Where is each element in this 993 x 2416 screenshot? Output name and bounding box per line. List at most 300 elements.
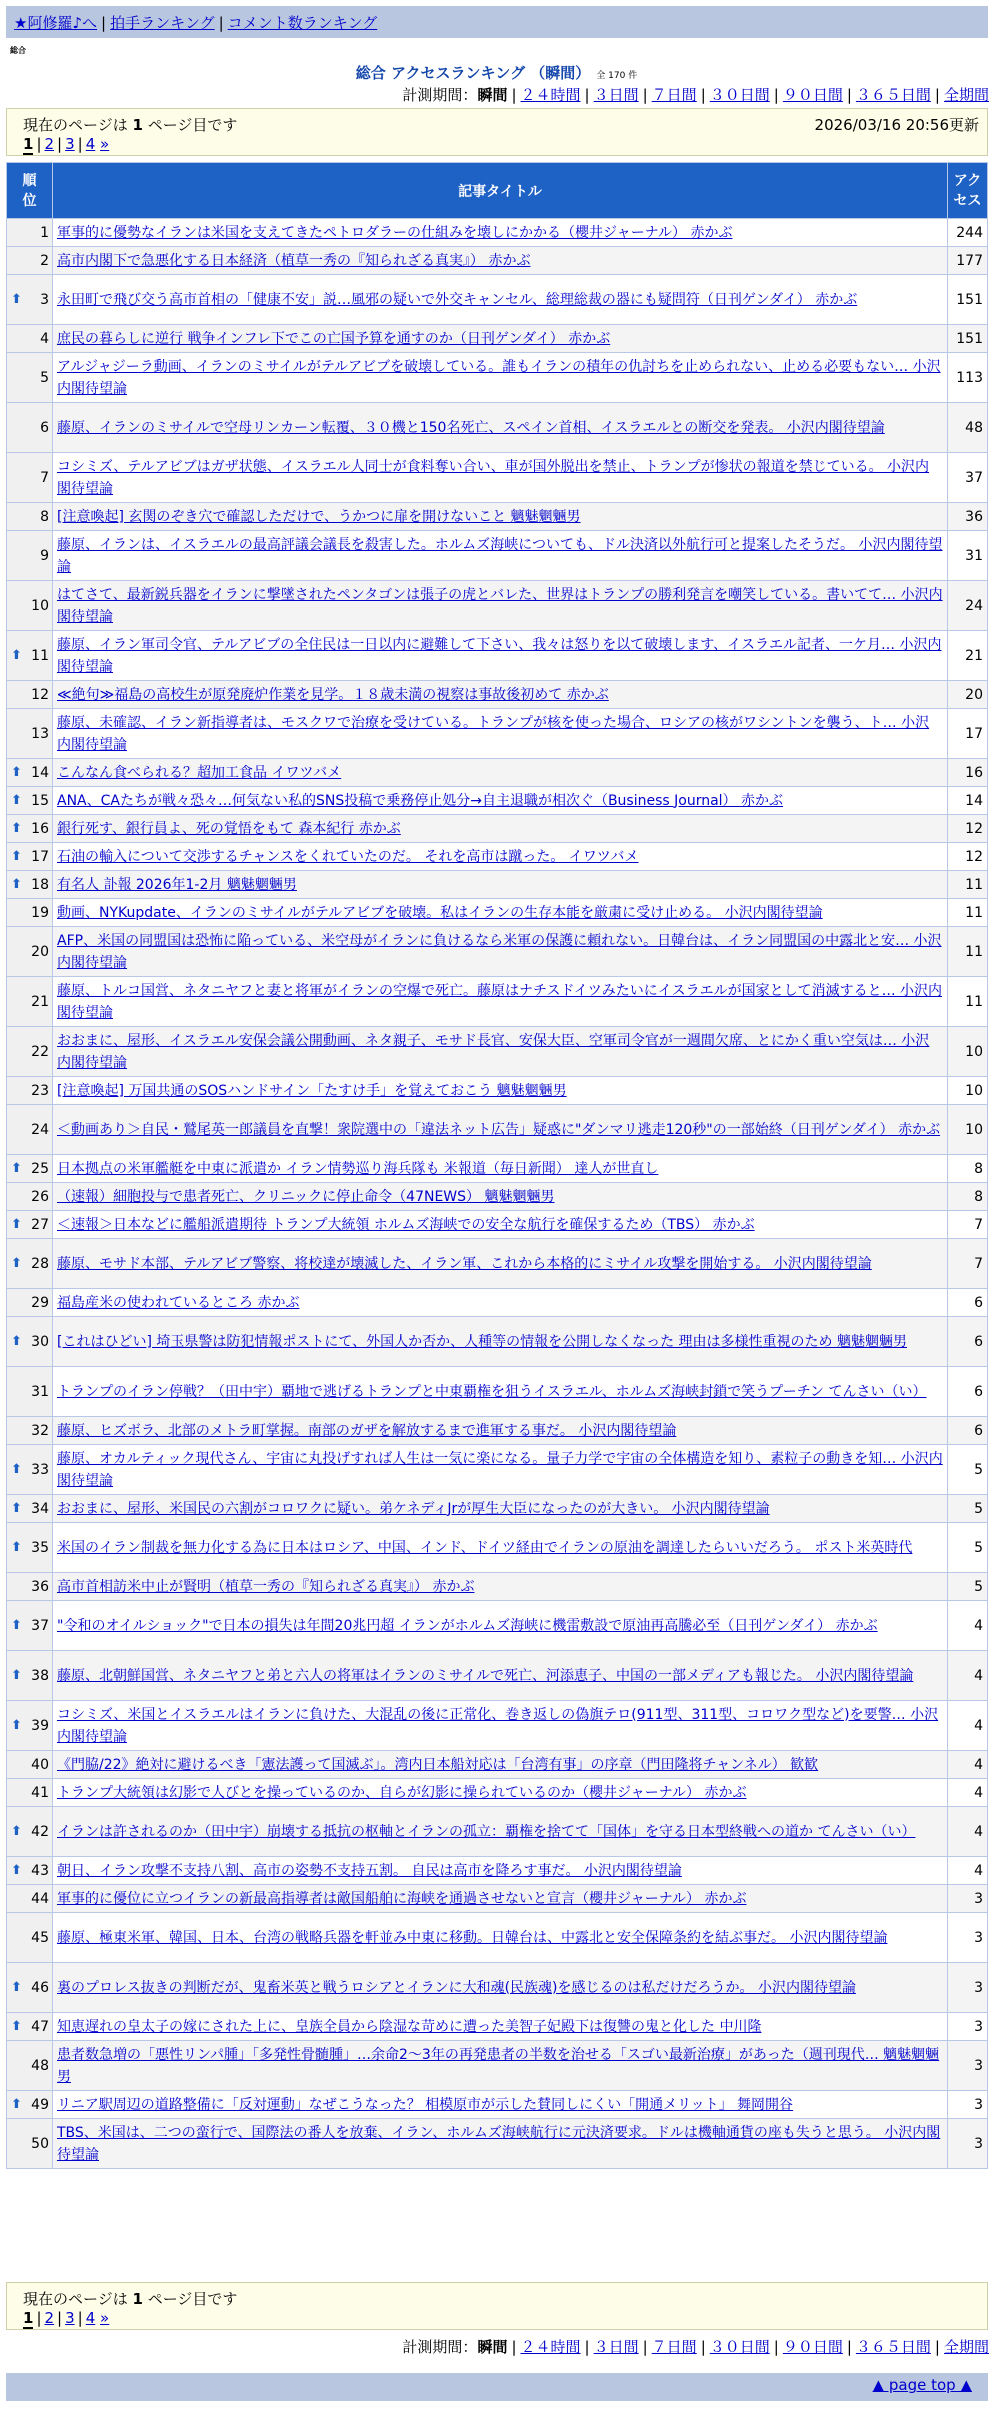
- rank-number: 11: [31, 647, 49, 664]
- period-link[interactable]: ３日間: [593, 2338, 639, 2356]
- table-row: [7, 2013, 988, 2041]
- rank-up-arrow-icon: ⬆: [11, 1617, 22, 1633]
- rank-up-arrow-icon: ⬆: [11, 820, 22, 836]
- rank-up-arrow-icon: ⬆: [11, 1461, 22, 1477]
- rank-number: 15: [31, 792, 49, 809]
- access-count: 10: [948, 1027, 988, 1077]
- article-link[interactable]: 知恵遅れの皇太子の嫁にされた上に、皇族全員から陰湿な苛めに遭った美智子妃殿下は復讐の鬼と化した 中川隆: [57, 2018, 762, 2035]
- rank-cell: [7, 1211, 53, 1239]
- current-page-number: 1: [132, 116, 143, 134]
- title-cell: [53, 353, 948, 403]
- article-link[interactable]: 米国のイラン制裁を無力化する為に日本はロシア、中国、インド、ドイツ経由でイランの原油を調達したらいいだろう。 ポスト米英時代: [57, 1539, 913, 1556]
- rank-number: 27: [31, 1216, 49, 1233]
- table-row: [7, 815, 988, 843]
- period-separator: |: [934, 2338, 940, 2356]
- title-cell: [53, 325, 948, 353]
- rank-cell: [7, 2119, 53, 2169]
- rank-number: 23: [31, 1082, 49, 1099]
- table-row: [7, 1211, 988, 1239]
- rank-cell: [7, 815, 53, 843]
- article-link[interactable]: ＜速報＞日本などに艦船派遣期待 トランプ大統領 ホルムズ海峡での安全な航行を確保するため（TBS） 赤かぶ: [57, 1216, 755, 1233]
- access-count: 31: [948, 531, 988, 581]
- rank-cell: [7, 2013, 53, 2041]
- rank-number: 50: [31, 2135, 49, 2152]
- rank-up-arrow-icon: ⬆: [11, 2018, 22, 2034]
- rank-number: 6: [40, 419, 49, 436]
- article-link[interactable]: コシミズ、米国とイスラエルはイランに負けた、大混乱の後に正常化、巻き返しの偽旗テロ(911型、311型、コロワク型など)を要警… 小沢内閣待望論: [57, 1706, 939, 1745]
- access-count: 7: [948, 1239, 988, 1289]
- table-row: [7, 681, 988, 709]
- access-column-header: アクセス: [948, 163, 988, 219]
- article-link[interactable]: 藤原、未確認、イラン新指導者は、モスクワで治療を受けている。トランプが核を使った場合、ロシアの核がワシントンを襲う、ト… 小沢内閣待望論: [57, 714, 930, 753]
- rank-number: 28: [31, 1255, 49, 1272]
- current-page-text: [23, 114, 237, 135]
- article-link[interactable]: 永田町で飛び交う高市首相の「健康不安」説…風邪の疑いで外交キャンセル、総理総裁の器にも疑問符（日刊ゲンダイ） 赤かぶ: [57, 291, 858, 308]
- title-cell: [53, 843, 948, 871]
- access-count: 48: [948, 403, 988, 453]
- access-count: 3: [948, 2013, 988, 2041]
- page-top-link[interactable]: ▲ page top ▲: [872, 2376, 972, 2394]
- rank-cell: [7, 503, 53, 531]
- access-count: 12: [948, 843, 988, 871]
- table-row: [7, 1367, 988, 1417]
- period-separator: |: [773, 86, 779, 104]
- rank-number: 46: [31, 1979, 49, 1996]
- table-row: [7, 1963, 988, 2013]
- access-count: 11: [948, 927, 988, 977]
- table-row: [7, 219, 988, 247]
- access-count: 11: [948, 977, 988, 1027]
- rank-number: 8: [40, 508, 49, 525]
- rank-number: 30: [31, 1333, 49, 1350]
- title-cell: [53, 2041, 948, 2091]
- rank-cell: [7, 581, 53, 631]
- article-link[interactable]: AFP、米国の同盟国は恐怖に陥っている、米空母がイランに負けるなら米軍の保護に頼れない。日韓台は、イラン同盟国の中露北と安… 小沢内閣待望論: [57, 932, 942, 971]
- pager-link[interactable]: 4: [85, 135, 96, 153]
- rank-cell: [7, 219, 53, 247]
- access-count: 3: [948, 1885, 988, 1913]
- title-cell: [53, 1077, 948, 1105]
- rank-cell: [7, 1417, 53, 1445]
- clap-ranking-link[interactable]: 拍手ランキング: [110, 14, 215, 32]
- period-link[interactable]: ３日間: [593, 86, 639, 104]
- period-link[interactable]: 全期間: [943, 86, 989, 104]
- rank-cell: [7, 871, 53, 899]
- rank-number: 14: [31, 764, 49, 781]
- article-link[interactable]: 裏のプロレス抜きの判断だが、鬼畜米英と戦うロシアとイランに大和魂(民族魂)を感じるのは私だけだろうか。 小沢内閣待望論: [57, 1979, 856, 1996]
- title-cell: [53, 1495, 948, 1523]
- access-count: 4: [948, 1601, 988, 1651]
- table-row: [7, 631, 988, 681]
- rank-number: 36: [31, 1578, 49, 1595]
- ranking-table: [6, 162, 988, 2169]
- rank-up-arrow-icon: ⬆: [11, 848, 22, 864]
- article-link[interactable]: イランは許されるのか（田中宇）崩壊する抵抗の枢軸とイランの孤立：覇権を捨てて「国体」を守る日本型終戦への道か てんさい（い）: [57, 1823, 916, 1840]
- title-cell: [53, 2091, 948, 2119]
- rank-cell: [7, 1573, 53, 1601]
- article-link[interactable]: [これはひどい] 埼玉県警は防犯情報ポストにて、外国人か否か、人種等の情報を公開しなくなった 理由は多様性重視のため 魑魅魍魎男: [57, 1333, 907, 1350]
- rank-number: 26: [31, 1188, 49, 1205]
- period-separator: |: [846, 86, 852, 104]
- rank-number: 19: [31, 904, 49, 921]
- access-count: 14: [948, 787, 988, 815]
- period-link[interactable]: ７日間: [651, 2338, 697, 2356]
- table-row: [7, 1913, 988, 1963]
- access-count: 21: [948, 631, 988, 681]
- table-row: [7, 1885, 988, 1913]
- article-link[interactable]: [注意喚起] 万国共通のSOSハンドサイン「たすけ手」を覚えておこう 魑魅魍魎男: [57, 1082, 567, 1099]
- rank-cell: [7, 247, 53, 275]
- title-cell: [53, 1155, 948, 1183]
- article-link[interactable]: TBS、米国は、二つの蛮行で、国際法の番人を放棄、イラン、ホルムズ海峡航行に元決済要求。ドルは機軸通貨の座も失うと思う。 小沢内閣待望論: [57, 2124, 941, 2163]
- rank-cell: [7, 1601, 53, 1651]
- title-cell: [53, 1573, 948, 1601]
- rank-cell: [7, 1077, 53, 1105]
- title-cell: [53, 1317, 948, 1367]
- table-row: [7, 927, 988, 977]
- rank-cell: [7, 787, 53, 815]
- pager-separator: |: [36, 2309, 42, 2327]
- title-cell: [53, 581, 948, 631]
- pager-link[interactable]: 3: [65, 2309, 75, 2327]
- article-link[interactable]: 動画、NYKupdate、イランのミサイルがテルアビブを破壊。私はイランの生存本能を厳粛に受け止める。 小沢内閣待望論: [57, 904, 823, 921]
- title-cell: [53, 1701, 948, 1751]
- rank-number: 40: [31, 1756, 49, 1773]
- access-count: 5: [948, 1445, 988, 1495]
- table-row: [7, 977, 988, 1027]
- pager-link[interactable]: 2: [44, 135, 55, 153]
- period-link[interactable]: ７日間: [651, 86, 697, 104]
- access-count: 8: [948, 1155, 988, 1183]
- table-row: [7, 353, 988, 403]
- title-cell: [53, 1105, 948, 1155]
- title-cell: [53, 977, 948, 1027]
- period-link[interactable]: ３６５日間: [855, 86, 931, 104]
- article-link[interactable]: コシミズ、テルアビブはガザ状態、イスラエル人同士が食料奪い合い、車が国外脱出を禁止、トランプが惨状の報道を禁じている。 小沢内閣待望論: [57, 458, 930, 497]
- table-row: [7, 759, 988, 787]
- comment-ranking-link[interactable]: コメント数ランキング: [227, 14, 378, 32]
- period-separator: |: [700, 86, 706, 104]
- access-count: 151: [948, 275, 988, 325]
- rank-number: 17: [31, 848, 49, 865]
- rank-number: 21: [31, 993, 49, 1010]
- rank-cell: [7, 2091, 53, 2119]
- rank-number: 49: [31, 2096, 49, 2113]
- article-link[interactable]: 藤原、イラン軍司令官、テルアビブの全住民は一日以内に避難して下さい、我々は怒りを以て破壊します、イスラエル記者、一ケ月… 小沢内閣待望論: [57, 636, 942, 675]
- ranking-title: 総合 アクセスランキング （瞬間）: [355, 64, 591, 82]
- table-row: [7, 1573, 988, 1601]
- period-label: 計測期間：: [402, 86, 478, 104]
- rank-up-arrow-icon: ⬆: [11, 1539, 22, 1555]
- period-separator: |: [642, 2338, 648, 2356]
- title-cell: [53, 219, 948, 247]
- access-count: 20: [948, 681, 988, 709]
- rank-cell: [7, 275, 53, 325]
- period-link[interactable]: ２４時間: [520, 2338, 581, 2356]
- rank-number: 44: [31, 1890, 49, 1907]
- access-count: 6: [948, 1289, 988, 1317]
- table-row: [7, 1239, 988, 1289]
- access-count: 5: [948, 1495, 988, 1523]
- access-count: 4: [948, 1651, 988, 1701]
- rank-cell: [7, 403, 53, 453]
- article-link[interactable]: 藤原、北朝鮮国営、ネタニヤフと弟と六人の将軍はイランのミサイルで死亡、河添恵子、中国の一部メディアも報じた。 小沢内閣待望論: [57, 1667, 914, 1684]
- table-row: [7, 1601, 988, 1651]
- article-link[interactable]: 藤原、イランは、イスラエルの最高評議会議長を殺害した。ホルムズ海峡についても、ドル決済以外航行可と提案したそうだ。 小沢内閣待望論: [57, 536, 943, 575]
- article-link[interactable]: こんなん食べられる？超加工食品 イワツバメ: [57, 764, 342, 781]
- title-cell: [53, 759, 948, 787]
- article-link[interactable]: 石油の輸入について交渉するチャンスをくれていたのだ。 それを高市は蹴った。 イワツバメ: [57, 848, 639, 865]
- article-link[interactable]: 藤原、極東米軍、韓国、日本、台湾の戦略兵器を軒並み中東に移動。日韓台は、中露北と安全保障条約を結ぶ事だ。 小沢内閣待望論: [57, 1929, 888, 1946]
- access-count: 5: [948, 1523, 988, 1573]
- table-row: [7, 503, 988, 531]
- period-link[interactable]: ３０日間: [709, 86, 770, 104]
- rank-number: 4: [40, 330, 49, 347]
- table-row: [7, 899, 988, 927]
- access-count: 6: [948, 1317, 988, 1367]
- rank-up-arrow-icon: ⬆: [11, 1160, 22, 1176]
- article-link[interactable]: アルジャジーラ動画、イランのミサイルがテルアビブを破壊している。誰もイランの積年の仇討ちを止められない、止める必要もない… 小沢内閣待望論: [57, 358, 941, 397]
- period-separator: |: [700, 2338, 706, 2356]
- article-link[interactable]: おおまに、屋形、米国民の六割がコロワクに疑い。弟ケネディJrが厚生大臣になったのが大きい。 小沢内閣待望論: [57, 1500, 770, 1517]
- access-count: 8: [948, 1183, 988, 1211]
- rank-number: 33: [31, 1461, 49, 1478]
- table-row: [7, 1857, 988, 1885]
- article-link[interactable]: リニア駅周辺の道路整備に「反対運動」なぜこうなった？ 相模原市が示した賛同しにくい「開通メリット」 舞岡開谷: [57, 2096, 794, 2113]
- rank-up-arrow-icon: ⬆: [11, 876, 22, 892]
- rank-up-arrow-icon: ⬆: [11, 764, 22, 780]
- table-row: [7, 787, 988, 815]
- article-link[interactable]: 軍事的に優勢なイランは米国を支えてきたペトロダラーの仕組みを壊しにかかる（櫻井ジャーナル） 赤かぶ: [57, 224, 733, 241]
- ranking-table-body: [7, 219, 988, 2169]
- table-row: [7, 1523, 988, 1573]
- title-cell: [53, 1651, 948, 1701]
- pager-link[interactable]: 2: [44, 2309, 55, 2327]
- access-count: 12: [948, 815, 988, 843]
- article-link[interactable]: 高市首相訪米中止が賢明（植草一秀の『知られざる真実』） 赤かぶ: [57, 1578, 475, 1595]
- title-cell: [53, 2119, 948, 2169]
- article-link[interactable]: [注意喚起] 玄関のぞき穴で確認しただけで、うかつに扉を開けないこと 魑魅魍魎男: [57, 508, 581, 525]
- article-link[interactable]: 藤原、オカルティック現代さん、宇宙に丸投げすれば人生は一気に楽になる。量子力学で宇宙の全体構造を知り、素粒子の動きを知… 小沢内閣待望論: [57, 1450, 943, 1489]
- pager-next-link[interactable]: »: [100, 135, 110, 153]
- rank-number: 34: [31, 1500, 49, 1517]
- period-link[interactable]: 全期間: [943, 2338, 989, 2356]
- period-selector-bottom: [402, 2336, 989, 2357]
- rank-number: 3: [40, 291, 49, 308]
- period-separator: |: [773, 2338, 779, 2356]
- rank-number: 10: [31, 597, 49, 614]
- title-cell: [53, 1027, 948, 1077]
- rank-cell: [7, 1857, 53, 1885]
- title-cell: [53, 403, 948, 453]
- rank-up-arrow-icon: ⬆: [11, 792, 22, 808]
- updated-timestamp: 2026/03/16 20:56更新: [814, 116, 979, 134]
- title-cell: [53, 1885, 948, 1913]
- rank-cell: [7, 1239, 53, 1289]
- period-current: 瞬間: [477, 86, 508, 104]
- period-selector: [402, 84, 989, 105]
- rank-number: 18: [31, 876, 49, 893]
- table-row: [7, 1779, 988, 1807]
- access-count: 4: [948, 1779, 988, 1807]
- table-row: [7, 247, 988, 275]
- rank-number: 42: [31, 1823, 49, 1840]
- access-count: 36: [948, 503, 988, 531]
- article-link[interactable]: 朝日、イラン攻撃不支持八割、高市の姿勢不支持五割。 自民は高市を降ろす事だ。 小沢内閣待望論: [57, 1862, 682, 1879]
- pager-link[interactable]: 3: [65, 135, 75, 153]
- rank-cell: [7, 2041, 53, 2091]
- table-row: [7, 1807, 988, 1857]
- access-count: 37: [948, 453, 988, 503]
- access-count: 113: [948, 353, 988, 403]
- pager-link[interactable]: 4: [85, 2309, 96, 2327]
- total-count: 全 170 件: [596, 71, 638, 81]
- article-link[interactable]: ≪絶句≫福島の高校生が原発廃炉作業を見学。１８歳未満の視察は事故後初めて 赤かぶ: [57, 686, 609, 703]
- article-link[interactable]: 《門脇/22》絶対に避けるべき「憲法護って国滅ぶ」。湾内日本船対応は「台湾有事」の序章（門田隆将チャンネル） 歓歓: [57, 1756, 819, 1773]
- rank-number: 7: [40, 469, 49, 486]
- access-count: 4: [948, 1701, 988, 1751]
- rank-up-arrow-icon: ⬆: [11, 291, 22, 307]
- rank-cell: [7, 531, 53, 581]
- rank-cell: [7, 759, 53, 787]
- article-link[interactable]: 福島産米の使われているところ 赤かぶ: [57, 1294, 300, 1311]
- table-row: [7, 709, 988, 759]
- rank-cell: [7, 1701, 53, 1751]
- table-row: [7, 1289, 988, 1317]
- rank-up-arrow-icon: ⬆: [11, 1500, 22, 1516]
- access-count: 3: [948, 1913, 988, 1963]
- rank-number: 32: [31, 1422, 49, 1439]
- access-count: 16: [948, 759, 988, 787]
- article-link[interactable]: ANA、CAたちが戦々恐々…何気ない私的SNS投稿で乗務停止処分→自主退職が相次ぐ（Business Journal） 赤かぶ: [57, 792, 784, 809]
- article-link[interactable]: 日本拠点の米軍艦艇を中東に派遣か イラン情勢巡り海兵隊も 米報道（毎日新聞） 達人が世直し: [57, 1160, 659, 1177]
- article-link[interactable]: おおまに、屋形、イスラエル安保会議公開動画、ネタ親子、モサド長官、安保大臣、空軍司令官が一週間欠席、とにかく重い空気は… 小沢内閣待望論: [57, 1032, 930, 1071]
- article-link[interactable]: トランプのイラン停戦？（田中宇）覇地で逃げるトランプと中東覇権を狙うイスラエル、ホルムズ海峡封鎖で笑うプーチン てんさい（い）: [57, 1383, 927, 1400]
- rank-up-arrow-icon: ⬆: [11, 1862, 22, 1878]
- access-count: 10: [948, 1105, 988, 1155]
- pager-next-link[interactable]: »: [100, 2309, 110, 2327]
- title-cell: [53, 815, 948, 843]
- title-cell: [53, 1183, 948, 1211]
- rank-up-arrow-icon: ⬆: [11, 1255, 22, 1271]
- title-cell: [53, 681, 948, 709]
- title-cell: [53, 503, 948, 531]
- pager-separator: |: [57, 2309, 63, 2327]
- rank-cell: [7, 927, 53, 977]
- rank-up-arrow-icon: ⬆: [11, 1216, 22, 1232]
- period-link[interactable]: ３６５日間: [855, 2338, 931, 2356]
- rank-number: 47: [31, 2018, 49, 2035]
- access-count: 4: [948, 1807, 988, 1857]
- article-link[interactable]: はてさて、最新鋭兵器をイランに撃墜されたペンタゴンは張子の虎とバレた、世界はトランプの勝利発言を嘲笑している。書いてて… 小沢内閣待望論: [57, 586, 943, 625]
- table-row: [7, 1751, 988, 1779]
- rank-number: 22: [31, 1043, 49, 1060]
- table-row: [7, 275, 988, 325]
- period-link[interactable]: ９０日間: [782, 2338, 843, 2356]
- article-link[interactable]: 藤原、イランのミサイルで空母リンカーン転覆、３０機と150名死亡、スペイン首相、イスラエルとの断交を発表。 小沢内閣待望論: [57, 419, 885, 436]
- rank-up-arrow-icon: ⬆: [11, 2096, 22, 2112]
- article-link[interactable]: 高市内閣下で急悪化する日本経済（植草一秀の『知られざる真実』） 赤かぶ: [57, 252, 531, 269]
- period-separator: |: [584, 2338, 590, 2356]
- article-link[interactable]: 藤原、モサド本部、テルアビブ警察、将校達が壊滅した、イラン軍、これから本格的にミサイル攻撃を開始する。 小沢内閣待望論: [57, 1255, 872, 1272]
- table-row: [7, 2119, 988, 2169]
- article-link[interactable]: 有名人 訃報 2026年1-2月 魑魅魍魎男: [57, 876, 297, 893]
- title-cell: [53, 1367, 948, 1417]
- title-cell: [53, 1417, 948, 1445]
- current-page-number: 1: [132, 2290, 143, 2308]
- title-cell: [53, 1751, 948, 1779]
- rank-cell: [7, 453, 53, 503]
- access-count: 244: [948, 219, 988, 247]
- table-row: [7, 1317, 988, 1367]
- rank-number: 12: [31, 686, 49, 703]
- access-count: 3: [948, 2041, 988, 2091]
- pager-separator: |: [77, 2309, 83, 2327]
- title-cell: [53, 1963, 948, 2013]
- rank-number: 25: [31, 1160, 49, 1177]
- period-link[interactable]: ２４時間: [520, 86, 581, 104]
- rank-cell: [7, 977, 53, 1027]
- article-link[interactable]: 藤原、ヒズボラ、北部のメトラ町掌握。南部のガザを解放するまで進軍する事だ。 小沢内閣待望論: [57, 1422, 677, 1439]
- rank-cell: [7, 1027, 53, 1077]
- rank-number: 38: [31, 1667, 49, 1684]
- article-link[interactable]: 軍事的に優位に立つイランの新最高指導者は敵国船舶に海峡を通過させないと宣言（櫻井ジャーナル） 赤かぶ: [57, 1890, 747, 1907]
- title-cell: [53, 1289, 948, 1317]
- article-link[interactable]: トランプ大統領は幻影で人びとを操っているのか、自らが幻影に操られているのか（櫻井ジャーナル） 赤かぶ: [57, 1784, 747, 1801]
- table-row: [7, 2091, 988, 2119]
- period-separator: |: [511, 2338, 517, 2356]
- access-count: 5: [948, 1573, 988, 1601]
- rank-up-arrow-icon: ⬆: [11, 647, 22, 663]
- article-link[interactable]: 藤原、トルコ国営、ネタニヤフと妻と将軍がイランの空爆で死亡。藤原はナチスドイツみたいにイスラエルが国家として消滅すると… 小沢内閣待望論: [57, 982, 943, 1021]
- rank-cell: [7, 353, 53, 403]
- rank-cell: [7, 1445, 53, 1495]
- current-page-suffix: ページ目です: [142, 2290, 238, 2308]
- period-link[interactable]: ９０日間: [782, 86, 843, 104]
- title-cell: [53, 531, 948, 581]
- table-row: [7, 1445, 988, 1495]
- table-row: [7, 581, 988, 631]
- ranking-heading: [0, 62, 993, 83]
- article-link[interactable]: "令和のオイルショック"で日本の損失は年間20兆円超 イランがホルムズ海峡に機雷敷設で原油再高騰必至（日刊ゲンダイ） 赤かぶ: [57, 1617, 878, 1634]
- home-link[interactable]: ★阿修羅♪へ: [14, 14, 98, 32]
- table-row: [7, 531, 988, 581]
- table-row: [7, 1105, 988, 1155]
- title-cell: [53, 927, 948, 977]
- article-link[interactable]: ＜動画あり＞自民・鷲尾英一郎議員を直撃！衆院選中の「違法ネット広告」疑惑に"ダンマリ逃走120秒"の一部始終（日刊ゲンダイ） 赤かぶ: [57, 1121, 941, 1138]
- period-link[interactable]: ３０日間: [709, 2338, 770, 2356]
- table-row: [7, 1183, 988, 1211]
- pager-separator: |: [36, 135, 42, 153]
- category-label: 総合: [10, 46, 26, 55]
- title-cell: [53, 899, 948, 927]
- article-link[interactable]: 庶民の暮らしに逆行 戦争インフレ下でこの亡国予算を通すのか（日刊ゲンダイ） 赤かぶ: [57, 330, 611, 347]
- table-row: [7, 1155, 988, 1183]
- rank-number: 9: [40, 547, 49, 564]
- article-link[interactable]: 銀行死す、銀行員よ、死の覚悟をもて 森本紀行 赤かぶ: [57, 820, 401, 837]
- period-separator: |: [584, 86, 590, 104]
- table-row: [7, 453, 988, 503]
- table-row: [7, 403, 988, 453]
- article-link[interactable]: （速報）細胞投与で患者死亡、クリニックに停止命令（47NEWS） 魑魅魍魎男: [57, 1188, 555, 1205]
- access-count: 6: [948, 1367, 988, 1417]
- title-cell: [53, 1445, 948, 1495]
- rank-number: 24: [31, 1121, 49, 1138]
- period-separator: |: [846, 2338, 852, 2356]
- page-info-bar: [6, 108, 988, 156]
- rank-cell: [7, 1885, 53, 1913]
- article-link[interactable]: 患者数急増の「悪性リンパ腫」「多発性骨髄腫」…余命2〜3年の再発患者の半数を治せる「スゴい最新治療」があった（週刊現代… 魑魅魍魎男: [57, 2046, 940, 2085]
